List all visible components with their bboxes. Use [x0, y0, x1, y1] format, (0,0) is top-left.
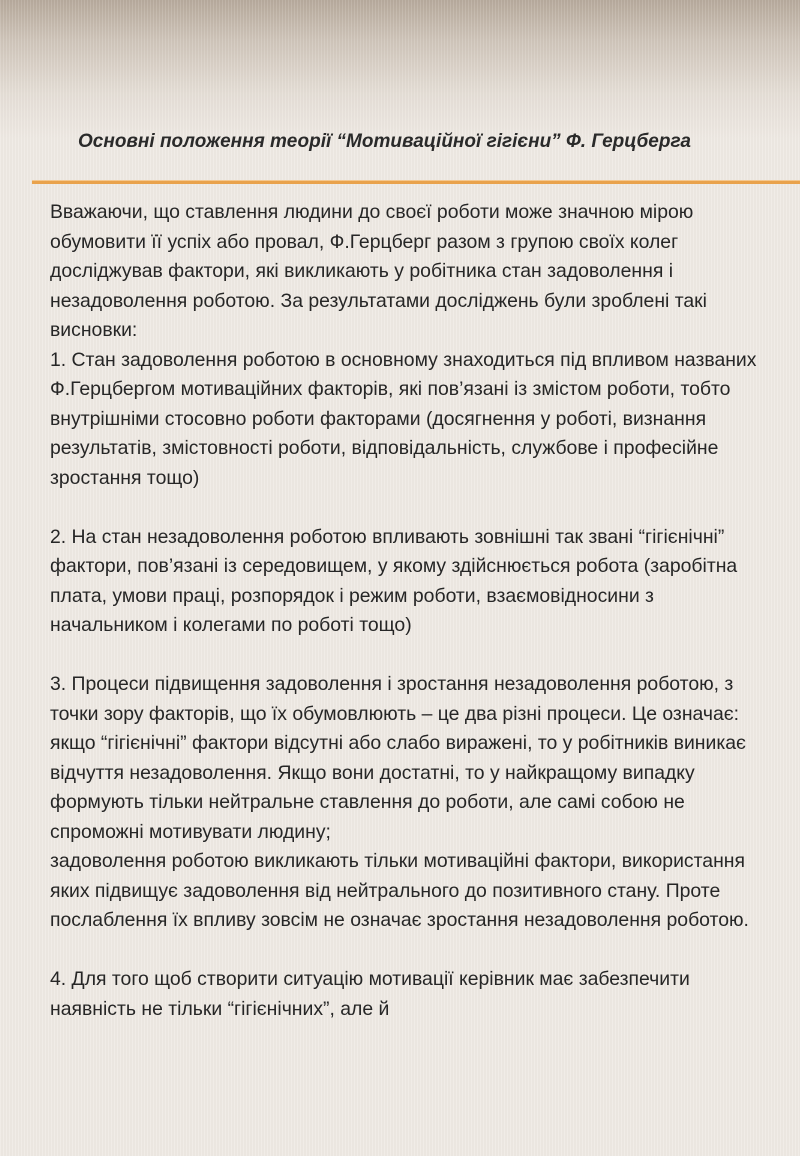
intro-paragraph: Вважаючи, що ставлення людини до своєї роботи може значною мірою обумовити її успіх або провал, Ф.Герцберг разом з групою своїх колег досліджував фактори, які викликають у робітника стан задоволення і незадоволення роботою. За результатами досліджень були зроблені такі висновки:: [50, 201, 707, 341]
title-divider: [32, 180, 800, 184]
paragraph-gap: [50, 493, 772, 523]
point-4: 4. Для того щоб створити ситуацію мотивації керівник має забезпечити наявність не тільки “гігієнічних”, але й: [50, 968, 690, 1020]
paragraph-gap: [50, 936, 772, 966]
paragraph-gap: [50, 641, 772, 671]
point-3-motivation: задоволення роботою викликають тільки мотиваційні фактори, використання яких підвищує задоволення від нейтрального до позитивного стану. Проте послаблення їх впливу зовсім не означає зростання незадоволення роботою.: [50, 850, 749, 931]
point-3-hygiene: якщо “гігієнічні” фактори відсутні або слабо виражені, то у робітників виникає відчуття незадоволення. Якщо вони достатні, то у найкращому випадку формують тільки нейтральне ставлення до роботи, але самі собою не спроможні мотивувати людину;: [50, 732, 746, 843]
slide-body: [50, 198, 772, 1024]
point-1: 1. Стан задоволення роботою в основному знаходиться під впливом названих Ф.Герцбергом мотиваційних факторів, які пов’язані із змістом роботи, тобто внутрішніми стосовно роботи факторами (досягнення у роботі, визнання результатів, змістовності роботи, відповідальність, службове і професійне зростання тощо): [50, 348, 757, 489]
slide-title: Основні положення теорії “Мотиваційної гігієни” Ф. Герцберга: [78, 131, 691, 152]
point-3: 3. Процеси підвищення задоволення і зростання незадоволення роботою, з точки зору факторів, що їх обумовлюють – це два різні процеси. Це означає:: [50, 673, 740, 725]
point-2: 2. На стан незадоволення роботою впливають зовнішні так звані “гігієнічні” фактори, пов’язані із середовищем, у якому здійснюється робота (заробітна плата, умови праці, розпорядок і режим роботи, взаємовідносини з начальником і колегами по роботі тощо): [50, 525, 738, 636]
